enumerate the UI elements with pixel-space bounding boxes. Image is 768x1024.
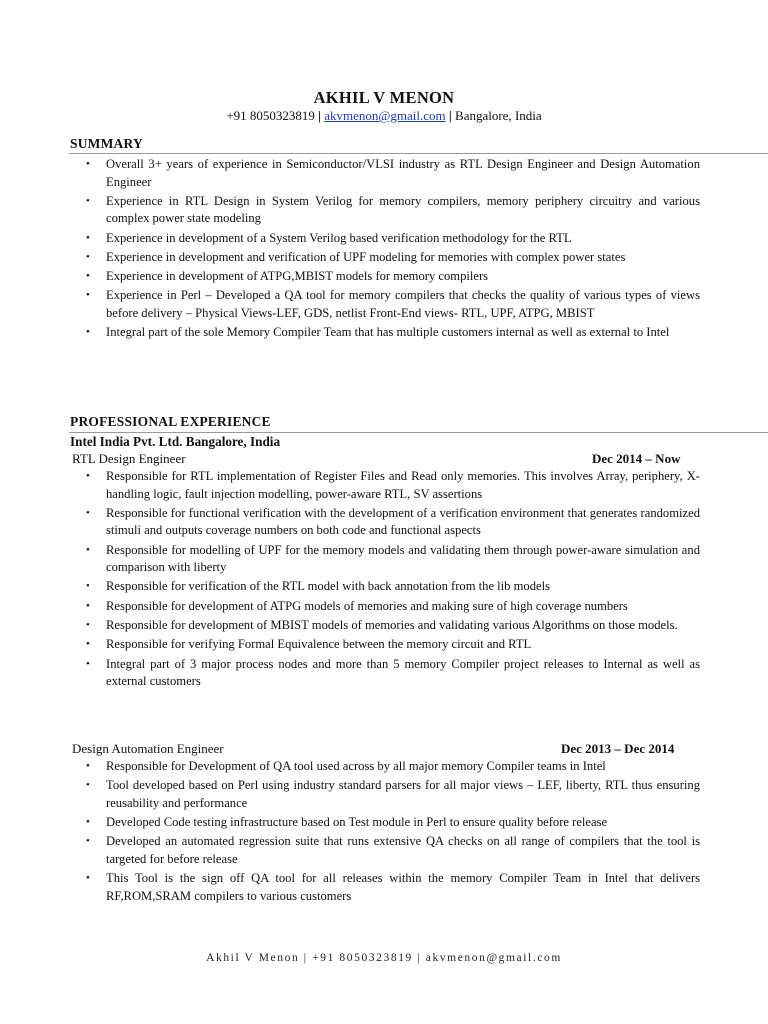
bullet-text: Experience in development of a System Verilog based verification methodology for the RTL — [106, 230, 572, 245]
bullet-item — [70, 542, 700, 577]
bullet-text: Experience in development of ATPG,MBIST models for memory compilers — [106, 269, 489, 284]
email-link[interactable]: akvmenon@gmail.com — [324, 108, 446, 123]
summary-list — [70, 156, 700, 344]
bullet-item — [70, 468, 700, 503]
bullet-item — [70, 230, 700, 248]
summary-divider — [69, 153, 768, 154]
experience-heading: PROFESSIONAL EXPERIENCE — [70, 414, 271, 429]
bullet-icon: • — [86, 270, 90, 283]
bullet-icon: • — [86, 760, 90, 772]
bullet-item — [70, 814, 700, 832]
bullet-icon: • — [86, 470, 90, 482]
bullet-item — [70, 268, 700, 286]
bullet-text: Experience in RTL Design in System Verilog for memory compilers, memory periphery circuitry and various complex power state modeling — [106, 193, 700, 226]
bullet-icon: • — [86, 194, 90, 207]
summary-heading: SUMMARY — [70, 136, 143, 151]
bullet-icon: • — [86, 599, 90, 612]
role-header — [72, 451, 702, 467]
bullet-text: Experience in development and verification of UPF modeling for memories with complex power states — [106, 249, 626, 264]
bullet-icon: • — [86, 816, 90, 829]
bullet-icon: • — [86, 326, 90, 339]
role-responsibilities — [70, 468, 700, 692]
company-name: Intel India Pvt. Ltd. Bangalore, India — [70, 434, 281, 449]
bullet-item — [70, 833, 700, 868]
bullet-item — [70, 777, 700, 812]
role-dates: Dec 2013 – Dec 2014 — [561, 741, 675, 756]
role-title: RTL Design Engineer — [72, 451, 186, 466]
bullet-text: Developed an automated regression suite that runs extensive QA checks on all range of compilers that the tool is targeted for before release — [106, 834, 700, 866]
bullet-item — [70, 505, 700, 540]
location: Bangalore, India — [455, 108, 542, 123]
bullet-item — [70, 324, 700, 342]
candidate-name: AKHIL V MENON — [313, 88, 455, 107]
contact-line — [0, 108, 768, 124]
bullet-text: Integral part of 3 major process nodes and more than 5 memory Compiler project releases to Internal as well as external customers — [106, 656, 700, 689]
bullet-item — [70, 156, 700, 191]
bullet-icon: • — [86, 835, 90, 848]
bullet-item — [70, 870, 700, 905]
bullet-icon: • — [86, 543, 90, 556]
phone-number: +91 8050323819 — [226, 108, 315, 123]
bullet-text: Integral part of the sole Memory Compiler Team that has multiple customers internal as well as external to Intel — [106, 325, 670, 340]
bullet-icon: • — [86, 580, 90, 593]
bullet-icon: • — [86, 250, 90, 263]
bullet-text: Responsible for functional verification with the development of a verification environment that generates randomized stimuli and outputs coverage numbers on both code and functional aspects — [106, 505, 700, 538]
bullet-text: Developed Code testing infrastructure based on Test module in Perl to ensure quality before release — [106, 815, 608, 830]
bullet-item — [70, 617, 700, 635]
bullet-item — [70, 758, 700, 776]
bullet-icon: • — [86, 638, 90, 651]
bullet-text: Responsible for development of MBIST models of memories and validating various Algorithms on those models. — [106, 617, 678, 632]
bullet-text: Responsible for RTL implementation of Register Files and Read only memories. This involves Array, periphery, X-handling logic, fault injection modelling, power-aware RTL, SV assertions — [106, 469, 700, 501]
bullet-item — [70, 578, 700, 596]
bullet-text: Experience in Perl – Developed a QA tool for memory compilers that checks the quality of various types of views before delivery – Physical Views-LEF, GDS, netlist Front-End views- RTL, UPF, ATPG, MBIST — [106, 288, 700, 320]
contact-separator: | — [448, 108, 452, 123]
bullet-text: This Tool is the sign off QA tool for all releases within the memory Compiler Team in Intel that delivers RF,ROM,SRAM compilers to various customers — [106, 871, 700, 903]
bullet-text: Responsible for verifying Formal Equivalence between the memory circuit and RTL — [106, 637, 532, 652]
bullet-item — [70, 249, 700, 267]
bullet-icon: • — [86, 289, 90, 302]
bullet-item — [70, 287, 700, 322]
page-footer: Akhil V Menon | +91 8050323819 | akvmenon@gmail.com — [206, 952, 562, 964]
bullet-text: Responsible for verification of the RTL model with back annotation from the lib models — [106, 579, 551, 594]
bullet-icon: • — [86, 158, 90, 170]
bullet-icon: • — [86, 779, 90, 792]
bullet-item — [70, 598, 700, 616]
bullet-icon: • — [86, 618, 90, 631]
bullet-icon: • — [86, 231, 90, 244]
bullet-item — [70, 193, 700, 228]
role-header — [72, 741, 702, 757]
bullet-text: Responsible for Development of QA tool used across by all major memory Compiler teams in Intel — [106, 759, 606, 773]
contact-separator: | — [318, 108, 322, 123]
bullet-text: Responsible for development of ATPG models of memories and making sure of high coverage numbers — [106, 598, 628, 613]
bullet-text: Overall 3+ years of experience in Semiconductor/VLSI industry as RTL Design Engineer and Design Automation Engineer — [106, 157, 700, 189]
role-dates: Dec 2014 – Now — [592, 451, 681, 466]
bullet-item — [70, 656, 700, 691]
bullet-text: Tool developed based on Perl using industry standard parsers for all major views – LEF, liberty, RTL thus ensuring reusability and performance — [106, 778, 700, 810]
bullet-icon: • — [86, 506, 90, 519]
bullet-icon: • — [86, 872, 90, 885]
experience-divider — [69, 432, 768, 433]
role-title: Design Automation Engineer — [72, 741, 224, 756]
bullet-item — [70, 636, 700, 654]
role-responsibilities — [70, 758, 700, 907]
bullet-icon: • — [86, 657, 90, 670]
bullet-text: Responsible for modelling of UPF for the memory models and validating them through power-aware simulation and comparison with liberty — [106, 542, 700, 575]
